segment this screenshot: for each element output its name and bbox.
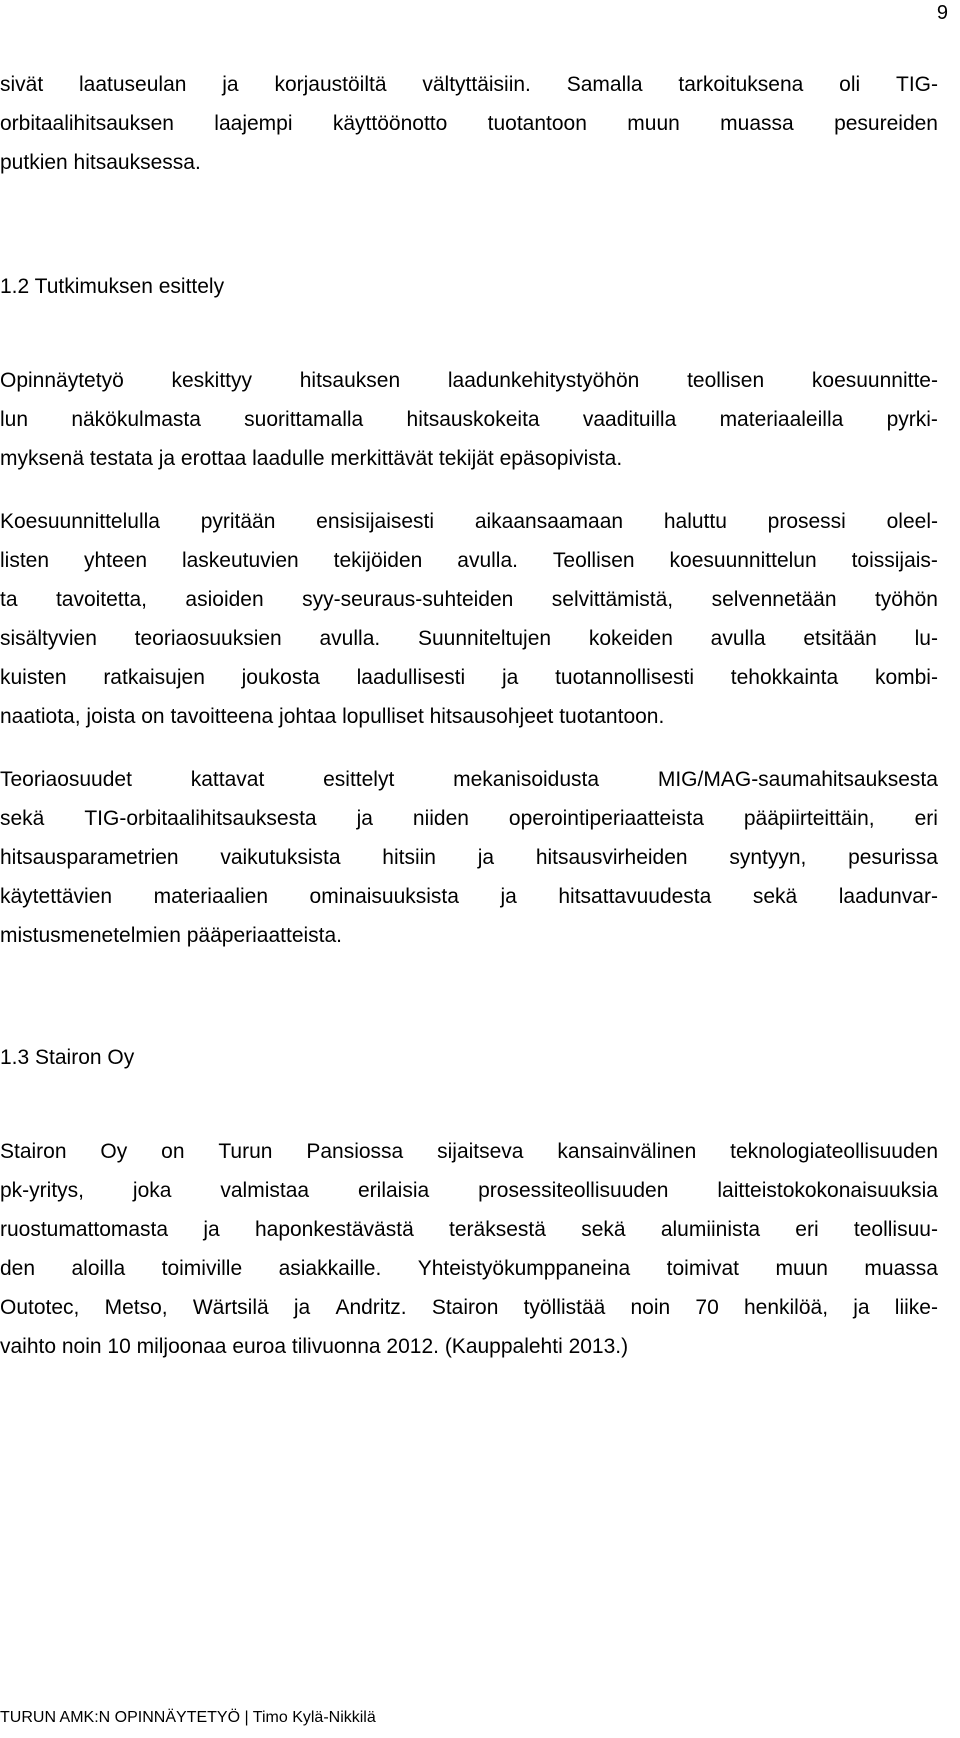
text-line (0, 843, 938, 873)
word: Metso, (104, 1296, 168, 1319)
text-line (0, 1137, 938, 1167)
word: ja (203, 1218, 220, 1241)
word: laitteistokokonaisuuksia (717, 1179, 938, 1202)
word: Opinnäytetyö (0, 369, 124, 392)
word: avulla. (319, 627, 381, 650)
text-line (0, 507, 938, 537)
word: liike- (894, 1296, 938, 1319)
word: Stairon (0, 1140, 67, 1163)
word: aikaansaamaan (474, 510, 624, 533)
word: laskeutuvien (181, 549, 299, 572)
word: teräksestä (449, 1218, 546, 1241)
word: avulla (710, 627, 766, 650)
word: teoriaosuuksien (134, 627, 282, 650)
word: muun (627, 112, 680, 135)
word: ja (501, 666, 519, 689)
word: laadullisesti (356, 666, 466, 689)
word: syntyyn, (729, 846, 807, 869)
word: avulla. (457, 549, 518, 572)
word: asiakkaille. (278, 1257, 382, 1280)
word: haponkestävästä (254, 1218, 414, 1241)
text-line: myksenä testata ja erottaa laadulle merkittävät tekijät epäsopivista. (0, 447, 623, 470)
word: niiden (412, 807, 469, 830)
word: työhön (874, 588, 938, 611)
word: prosessiteollisuuden (478, 1179, 669, 1202)
word: pesurissa (848, 846, 938, 869)
word: Suunniteltujen (417, 627, 552, 650)
word: sivät (0, 73, 44, 96)
page-footer: TURUN AMK:N OPINNÄYTETYÖ | Timo Kylä-Nikkilä (0, 1709, 376, 1726)
word: Teollisen (552, 549, 635, 572)
word: pesureiden (834, 112, 938, 135)
word: korjaustöiltä (274, 73, 387, 96)
word: henkilöä, (743, 1296, 829, 1319)
word: käytettävien (0, 885, 113, 908)
word: alumiinista (660, 1218, 761, 1241)
text-line (0, 1293, 938, 1323)
word: on (161, 1140, 185, 1163)
word: erilaisia (358, 1179, 430, 1202)
word: tehokkainta (730, 666, 839, 689)
word: työllistää (523, 1296, 606, 1319)
word: MIG/MAG-saumahitsauksesta (657, 768, 938, 791)
word: eri (914, 807, 938, 830)
word: valmistaa (220, 1179, 310, 1202)
word: operointiperiaatteista (508, 807, 704, 830)
word: Turun (218, 1140, 273, 1163)
word: orbitaalihitsauksen (0, 112, 174, 135)
word: tarkoituksena (678, 73, 804, 96)
word: TIG-orbitaalihitsauksesta (84, 807, 317, 830)
text-line (0, 1254, 938, 1284)
word: näkökulmasta (71, 408, 201, 431)
word: ja (222, 73, 239, 96)
text-line (0, 546, 938, 576)
text-line (0, 663, 938, 693)
word: selvennetään (711, 588, 837, 611)
word: toissijais- (851, 549, 938, 572)
word: sisältyvien (0, 627, 97, 650)
word: 70 (695, 1296, 719, 1319)
word: prosessi (767, 510, 846, 533)
word: joukosta (241, 666, 320, 689)
word: materiaalien (153, 885, 269, 908)
word: ja (293, 1296, 311, 1319)
word: sekä (752, 885, 798, 908)
word: hitsattavuudesta (558, 885, 712, 908)
word: muun (775, 1257, 828, 1280)
word: kokeiden (588, 627, 673, 650)
word: tuotannollisesti (555, 666, 694, 689)
word: selvittämistä, (551, 588, 674, 611)
word: tekijöiden (333, 549, 423, 572)
word: pk-yritys, (0, 1179, 84, 1202)
word: Teoriaosuudet (0, 768, 132, 791)
word: yhteen (83, 549, 148, 572)
word: Koesuunnittelulla (0, 510, 160, 533)
word: vältyttäisiin. (422, 73, 531, 96)
text-line (0, 765, 938, 795)
word: teollisuu- (853, 1218, 938, 1241)
word: hitsauksen (299, 369, 401, 392)
word: koesuunnittelun (669, 549, 817, 572)
word: sekä (0, 807, 45, 830)
word: pääpiirteittäin, (743, 807, 875, 830)
word: oli (839, 73, 861, 96)
word: ominaisuuksista (309, 885, 459, 908)
word: listen (0, 549, 50, 572)
word: toimiville (161, 1257, 243, 1280)
word: Samalla (566, 73, 643, 96)
word: kuisten (0, 666, 67, 689)
word: laadunkehitystyöhön (447, 369, 640, 392)
word: TIG- (896, 73, 938, 96)
word: teollisen (687, 369, 765, 392)
word: Outotec, (0, 1296, 80, 1319)
word: materiaaleilla (719, 408, 844, 431)
word: mekanisoidusta (453, 768, 600, 791)
text-line (0, 624, 938, 654)
word: hitsausvirheiden (535, 846, 688, 869)
word: aloilla (71, 1257, 126, 1280)
text-line (0, 585, 938, 615)
text-line (0, 882, 938, 912)
word: muassa (720, 112, 794, 135)
word: kansainvälinen (557, 1140, 697, 1163)
word: etsitään (803, 627, 877, 650)
text-line (0, 1215, 938, 1245)
word: joka (132, 1179, 172, 1202)
text-line (0, 109, 938, 139)
word: tavoitetta, (55, 588, 147, 611)
text-line: vaihto noin 10 miljoonaa euroa tilivuonna 2012. (Kauppalehti 2013.) (0, 1335, 629, 1358)
word: lun (0, 408, 29, 431)
word: Andritz. (335, 1296, 407, 1319)
word: oleel- (886, 510, 938, 533)
word: ruostumattomasta (0, 1218, 169, 1241)
word: kombi- (874, 666, 938, 689)
text-line: naatiota, joista on tavoitteena johtaa lopulliset hitsausohjeet tuotantoon. (0, 705, 665, 728)
word: suorittamalla (244, 408, 364, 431)
word: laajempi (214, 112, 293, 135)
section-heading: 1.2 Tutkimuksen esittely (0, 275, 225, 298)
text-line (0, 1176, 938, 1206)
word: ja (356, 807, 373, 830)
word: vaadituilla (582, 408, 677, 431)
word: syy-seuraus-suhteiden (302, 588, 514, 611)
word: haluttu (663, 510, 727, 533)
text-line (0, 405, 938, 435)
word: Pansiossa (306, 1140, 404, 1163)
word: hitsausparametrien (0, 846, 179, 869)
word: hitsauskokeita (406, 408, 540, 431)
word: koesuunnitte- (811, 369, 938, 392)
word: noin (630, 1296, 671, 1319)
word: Wärtsilä (192, 1296, 269, 1319)
word: tuotantoon (487, 112, 587, 135)
word: laatuseulan (79, 73, 187, 96)
word: ja (853, 1296, 870, 1319)
text-line (0, 366, 938, 396)
word: keskittyy (171, 369, 252, 392)
word: ja (477, 846, 495, 869)
word: hitsiin (382, 846, 436, 869)
word: den (0, 1257, 36, 1280)
word: ja (500, 885, 517, 908)
word: laadunvar- (838, 885, 938, 908)
word: muassa (864, 1257, 938, 1280)
word: teknologiateollisuuden (730, 1140, 938, 1163)
word: asioiden (185, 588, 264, 611)
word: ta (0, 588, 18, 611)
section-heading: 1.3 Stairon Oy (0, 1046, 135, 1069)
word: lu- (914, 627, 938, 650)
word: ensisijaisesti (316, 510, 435, 533)
word: vaikutuksista (220, 846, 341, 869)
text-line: putkien hitsauksessa. (0, 151, 201, 174)
word: ratkaisujen (103, 666, 205, 689)
word: Yhteistyökumppaneina (417, 1257, 631, 1280)
word: sekä (581, 1218, 626, 1241)
word: sijaitseva (437, 1140, 524, 1163)
text-line (0, 804, 938, 834)
word: toimivat (666, 1257, 740, 1280)
word: pyritään (200, 510, 276, 533)
word: kattavat (190, 768, 265, 791)
word: käyttöönotto (332, 112, 448, 135)
page-number: 9 (936, 2, 948, 24)
word: Stairon (431, 1296, 499, 1319)
text-line (0, 70, 938, 100)
text-line: mistusmenetelmien pääperiaatteista. (0, 924, 343, 947)
word: esittelyt (323, 768, 395, 791)
word: pyrki- (886, 408, 938, 431)
word: Oy (100, 1140, 128, 1163)
word: eri (795, 1218, 819, 1241)
